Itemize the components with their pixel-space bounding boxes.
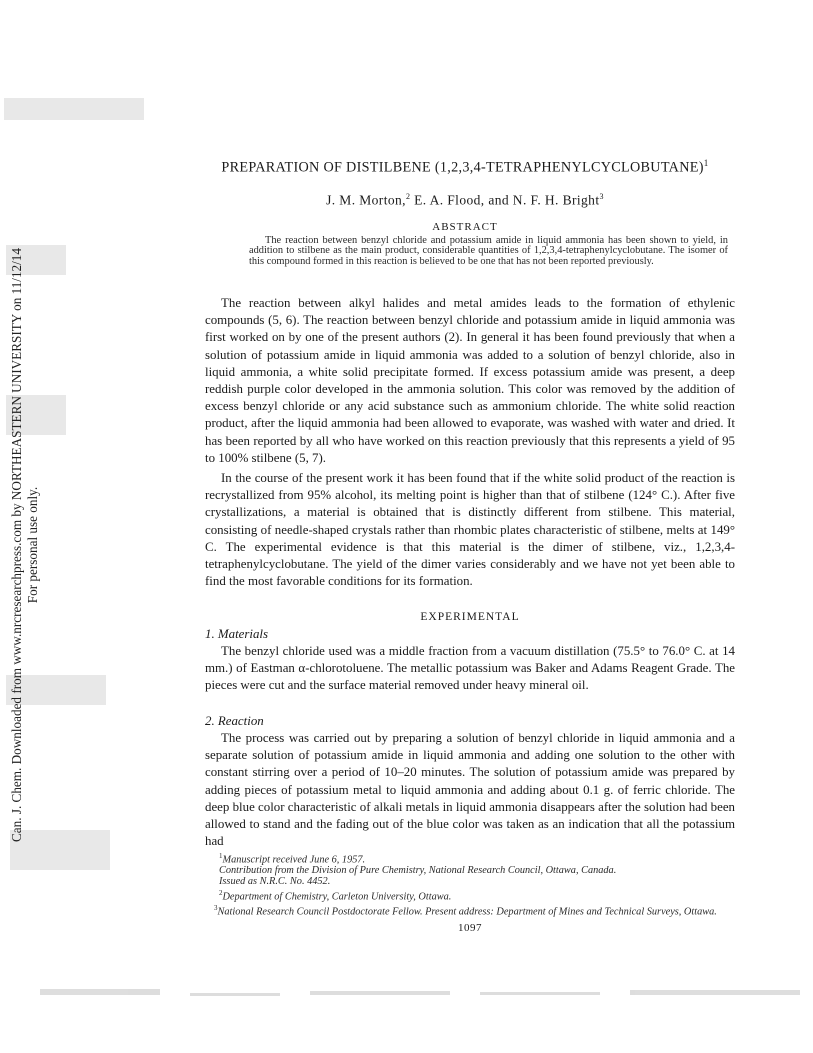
footnotes bbox=[205, 851, 735, 918]
subsection-heading: 2. Reaction bbox=[205, 714, 264, 728]
body-paragraph bbox=[205, 643, 735, 695]
author-line bbox=[180, 192, 750, 209]
footnote bbox=[205, 903, 735, 918]
download-notice bbox=[6, 215, 56, 875]
footnote bbox=[205, 888, 735, 903]
footnote-mark: 1 bbox=[219, 852, 223, 860]
abstract-text: The reaction between benzyl chloride and potassium amide in liquid ammonia has been shown to yield, in addition to stilbene as the main product, considerable quantities of 1,2,3,4-tetraphenylcyclobutane. The isomer of this compound formed in this reaction is believed to be one that has not been reported previously. bbox=[249, 235, 728, 267]
download-notice-line2: For personal use only. bbox=[25, 486, 40, 604]
body-paragraph bbox=[205, 295, 735, 467]
paragraph-text: The process was carried out by preparing a solution of benzyl chloride in liquid ammonia and a separate solution of potassium amide in liquid ammonia and adding one solution to the other with constant stirring over a period of 10–20 minutes. The solution of potassium amide was prepared by adding pieces of potassium metal to liquid ammonia and adding about 0.1 g. of ferric chloride. The deep blue color characteristic of alkali metals in liquid ammonia disappears after the solution had been allowed to stand and the fading out of the blue color was taken as an indication that all the potassium had bbox=[205, 731, 735, 849]
footnote-mark: 3 bbox=[214, 904, 218, 913]
body-paragraph bbox=[205, 730, 735, 850]
author-footnote-mark: 2 bbox=[405, 192, 411, 201]
footnote-text: Manuscript received June 6, 1957. bbox=[222, 854, 366, 866]
footnote-mark: 2 bbox=[219, 888, 223, 897]
paragraph-text: The reaction between alkyl halides and metal amides leads to the formation of ethylenic compounds (5, 6). The reaction between benzyl chloride and potassium amide in liquid ammonia was first worked on by one of the present authors (2). In general it has been found previously that when a solution of potassium amide in liquid ammonia was added to a solution of benzyl chloride, also in liquid ammonia, a white solid precipitate formed. If excess potassium amide was present, a deep reddish purple color developed in the ammonia solution. This color was removed by the addition of excess benzyl chloride or any acid substance such as ammonium chloride. The white solid reaction product, after the liquid ammonia had been allowed to evaporate, was washed with water and dried. It has been reported by all who have worked on this reaction previously that this represents a yield of 95 to 100% stilbene (5, 7). bbox=[205, 296, 735, 465]
download-notice-line1: Can. J. Chem. Downloaded from www.nrcresearchpress.com by NORTHEASTERN UNIVERSITY on 11/12/14 bbox=[9, 248, 24, 843]
footnote-text: Department of Chemistry, Carleton University, Ottawa. bbox=[222, 891, 452, 903]
abstract-heading: ABSTRACT bbox=[432, 221, 498, 233]
author-names: E. A. Flood, and N. F. H. Bright bbox=[410, 192, 600, 208]
scan-smudge bbox=[4, 98, 144, 120]
subsection-heading: 1. Materials bbox=[205, 627, 269, 641]
footnote-text: Contribution from the Division of Pure Chemistry, National Research Council, Ottawa, Canada. bbox=[219, 865, 617, 877]
paragraph-text: In the course of the present work it has been found that if the white solid product of the reaction is recrystallized from 95% alcohol, its melting point is higher than that of stilbene (124° C.). After five crystallizations, a material is obtained that is distinctly different from stilbene. This material, consisting of needle-shaped crystals rather than rhombic plates characteristic of stilbene, melts at 149° C. The experimental evidence is that this material is the dimer of stilbene, viz., 1,2,3,4-tetraphenylcyclobutane. The yield of the dimer varies considerably and we have not yet been able to find the most favorable conditions for its formation. bbox=[205, 471, 735, 589]
footnote-text: National Research Council Postdoctorate Fellow. Present address: Department of Mines and Technical Surveys, Ottawa. bbox=[217, 906, 717, 918]
section-heading: EXPERIMENTAL bbox=[420, 611, 520, 623]
article-title bbox=[180, 158, 750, 177]
footnote-text: Issued as N.R.C. No. 4452. bbox=[219, 876, 331, 888]
body-paragraph bbox=[205, 470, 735, 590]
page-number: 1097 bbox=[458, 922, 482, 934]
paragraph-text: The benzyl chloride used was a middle fraction from a vacuum distillation (75.5° to 76.0° C. at 14 mm.) of Eastman α-chlorotoluene. The metallic potassium was Baker and Adams Reagent Grade. The pieces were cut and the surface material removed under heavy mineral oil. bbox=[205, 644, 735, 693]
footnote bbox=[205, 851, 735, 866]
scan-noise bbox=[40, 985, 810, 1005]
title-footnote-mark: 1 bbox=[703, 158, 709, 168]
author-name: J. M. Morton, bbox=[326, 192, 406, 208]
article-title-text: PREPARATION OF DISTILBENE (1,2,3,4-TETRAPHENYLCYCLOBUTANE) bbox=[221, 159, 704, 176]
author-footnote-mark: 3 bbox=[599, 192, 604, 201]
